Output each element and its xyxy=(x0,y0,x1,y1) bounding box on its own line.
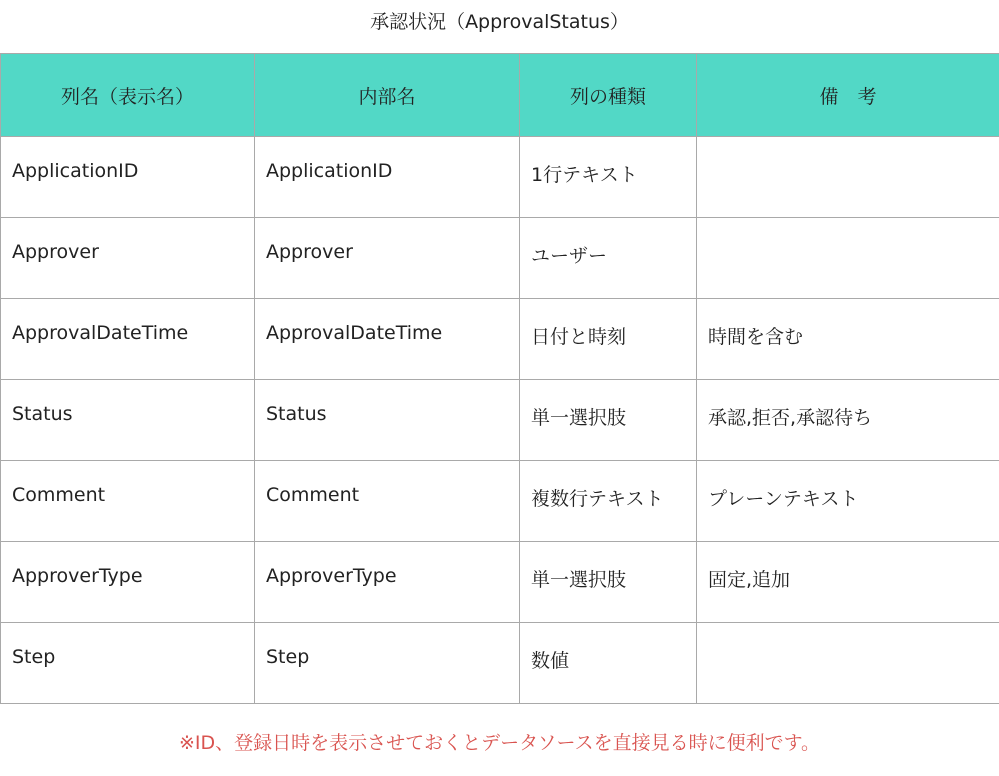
cell-internal-name: ApproverType xyxy=(255,542,520,623)
cell-column-type: 複数行テキスト xyxy=(520,461,697,542)
cell-column-type: ユーザー xyxy=(520,218,697,299)
cell-remarks: 固定,追加 xyxy=(697,542,999,623)
cell-internal-name: ApplicationID xyxy=(255,137,520,218)
cell-column-type: 日付と時刻 xyxy=(520,299,697,380)
cell-display-name: ApprovalDateTime xyxy=(1,299,255,380)
table-row xyxy=(1,461,999,542)
cell-display-name: ApplicationID xyxy=(1,137,255,218)
header-internal-name: 内部名 xyxy=(255,54,520,137)
column-definition-table xyxy=(0,53,999,704)
table-row xyxy=(1,299,999,380)
cell-internal-name: Approver xyxy=(255,218,520,299)
cell-remarks xyxy=(697,218,999,299)
header-remarks: 備 考 xyxy=(697,54,999,137)
cell-remarks: プレーンテキスト xyxy=(697,461,999,542)
cell-display-name: ApproverType xyxy=(1,542,255,623)
cell-internal-name: Step xyxy=(255,623,520,704)
table-row xyxy=(1,137,999,218)
footnote: ※ID、登録日時を表示させておくとデータソースを直接見る時に便利です。 xyxy=(178,732,821,754)
cell-column-type: 単一選択肢 xyxy=(520,542,697,623)
cell-display-name: Approver xyxy=(1,218,255,299)
cell-remarks: 時間を含む xyxy=(697,299,999,380)
header-column-type: 列の種類 xyxy=(520,54,697,137)
cell-column-type: 単一選択肢 xyxy=(520,380,697,461)
cell-remarks xyxy=(697,623,999,704)
cell-column-type: 数値 xyxy=(520,623,697,704)
cell-internal-name: Status xyxy=(255,380,520,461)
table-title: 承認状況（ApprovalStatus） xyxy=(370,11,629,33)
table-row xyxy=(1,218,999,299)
cell-display-name: Comment xyxy=(1,461,255,542)
table-row xyxy=(1,380,999,461)
cell-display-name: Step xyxy=(1,623,255,704)
header-row xyxy=(1,54,999,137)
cell-internal-name: Comment xyxy=(255,461,520,542)
cell-display-name: Status xyxy=(1,380,255,461)
cell-remarks: 承認,拒否,承認待ち xyxy=(697,380,999,461)
cell-internal-name: ApprovalDateTime xyxy=(255,299,520,380)
table-row xyxy=(1,623,999,704)
header-display-name: 列名（表示名） xyxy=(1,54,255,137)
cell-column-type: 1行テキスト xyxy=(520,137,697,218)
table-row xyxy=(1,542,999,623)
cell-remarks xyxy=(697,137,999,218)
